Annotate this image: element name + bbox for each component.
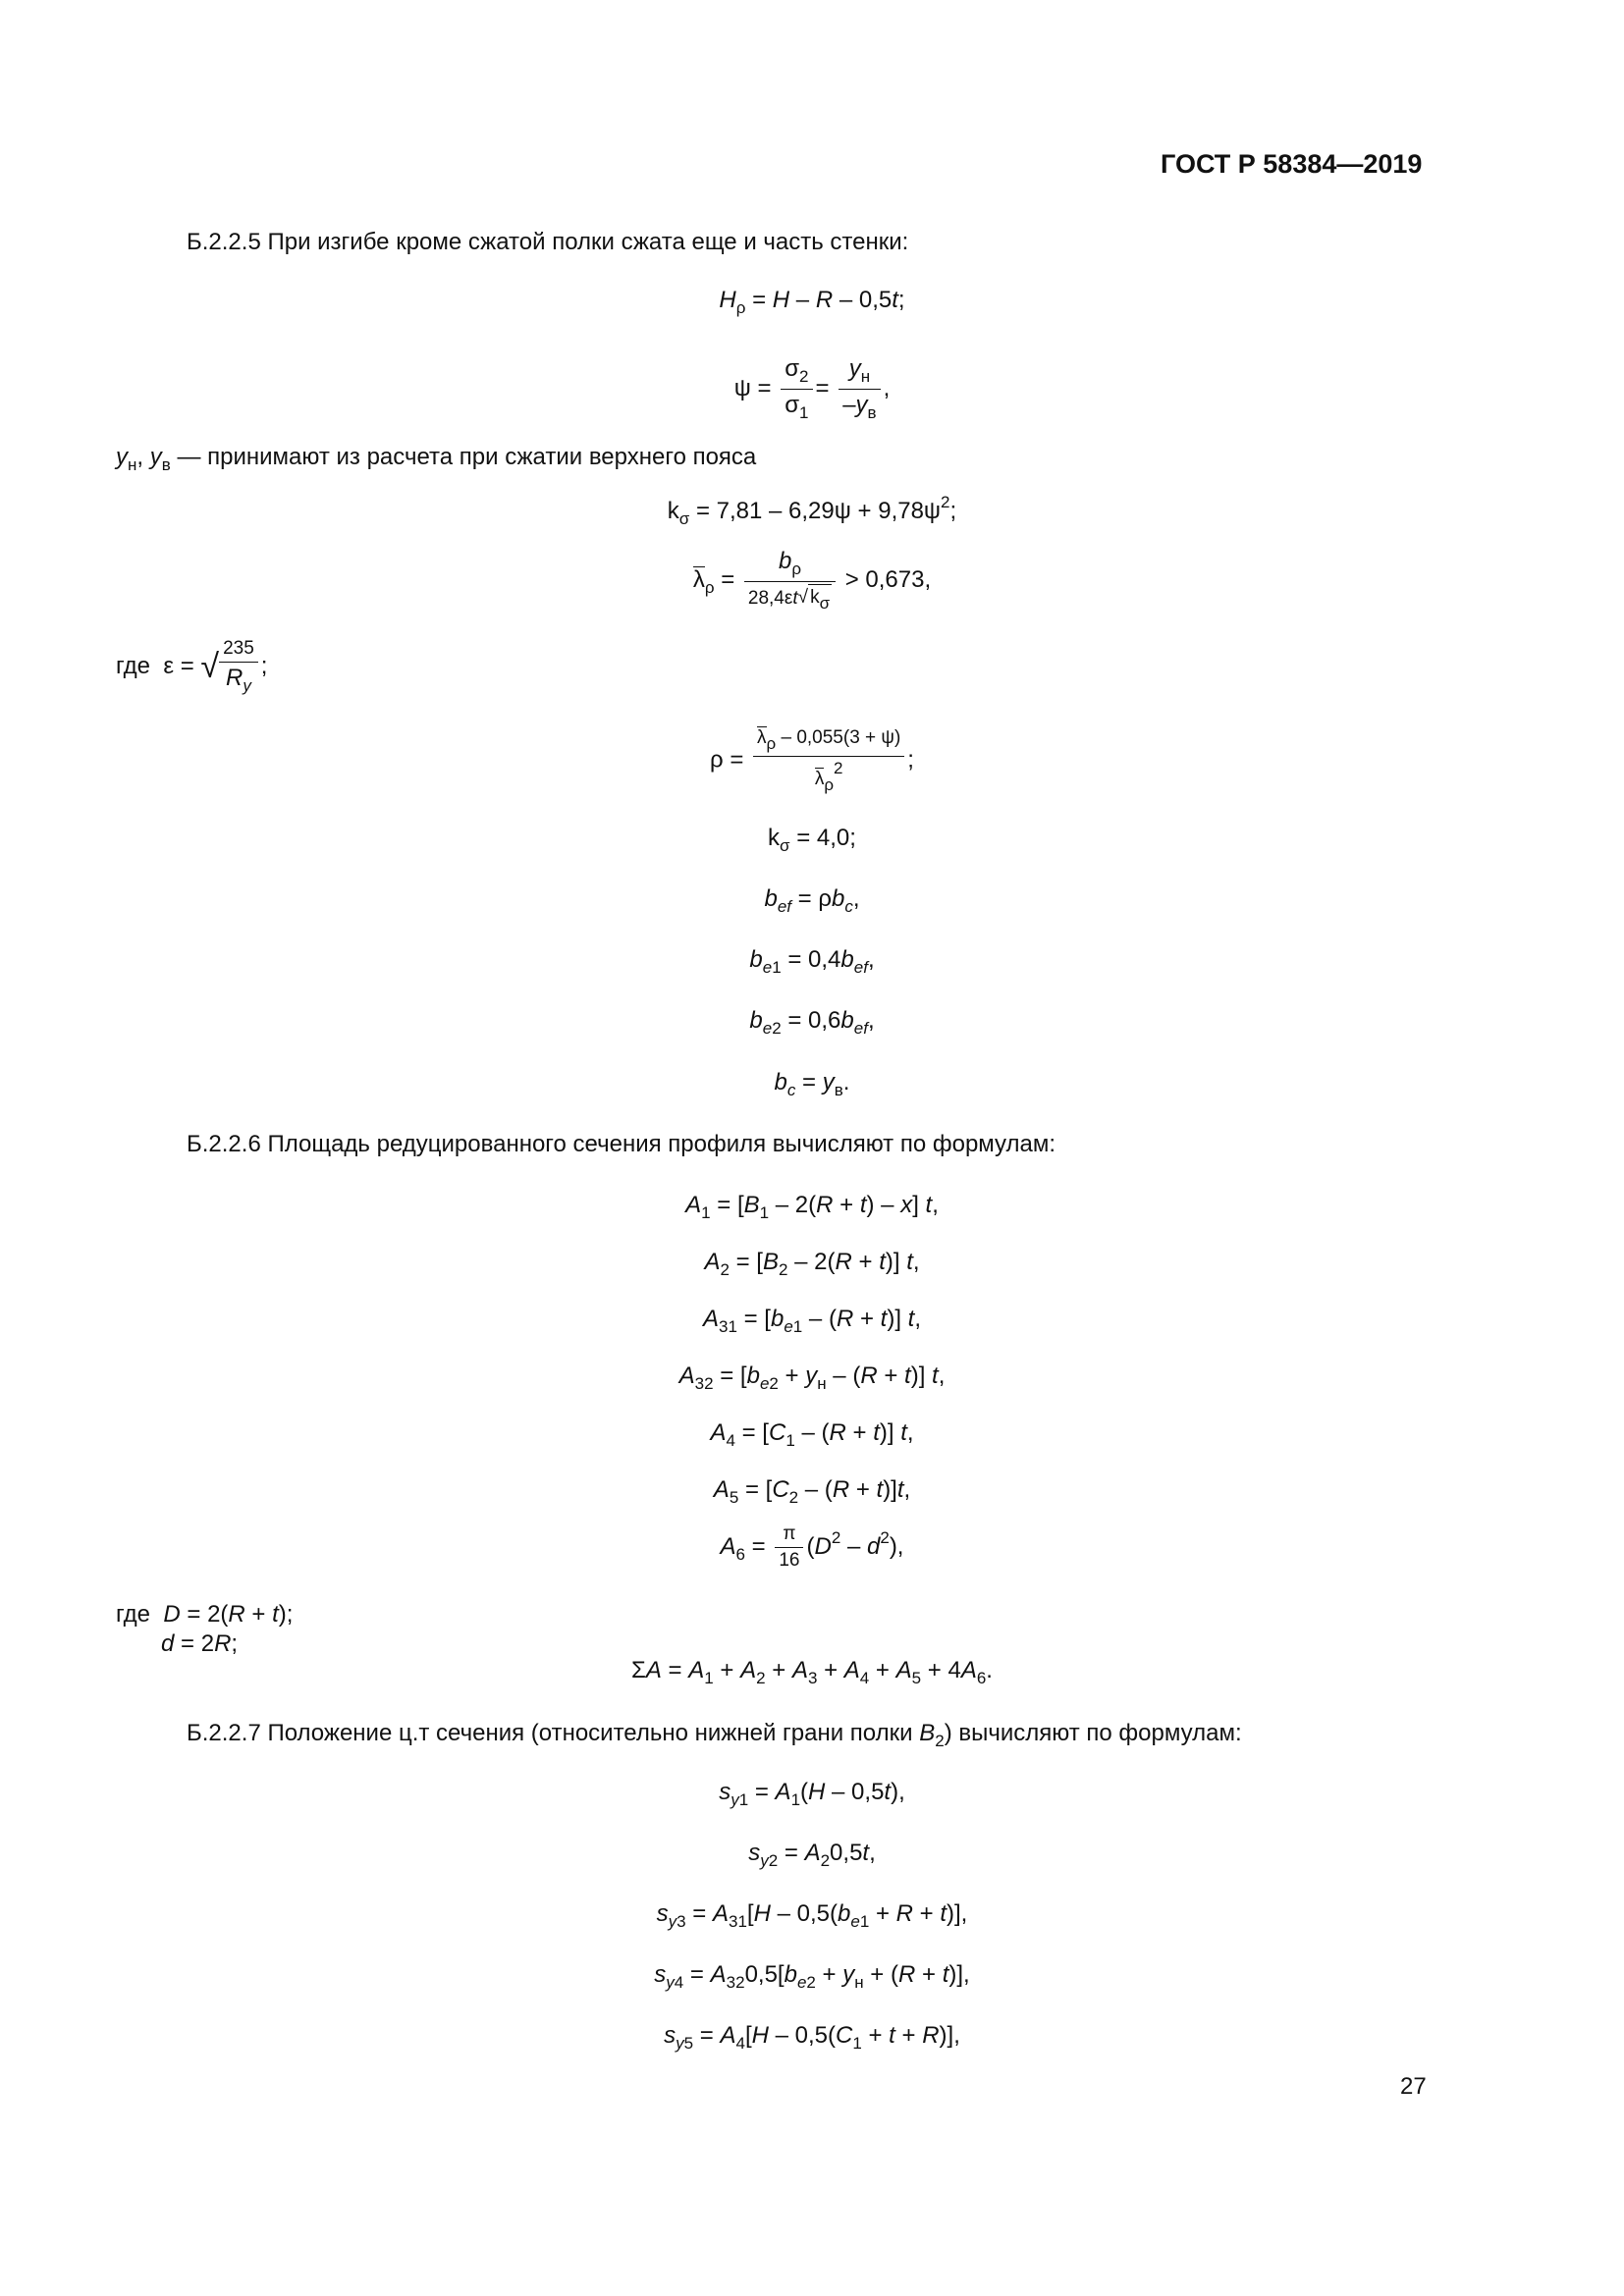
yh-yv-note: $y_н$, $y_в$ — принимают из расчета при сжатии верхнего пояса: [116, 444, 757, 474]
formula-sy1: $s_{y1} = A_1(H - 0,5t)$,: [719, 1779, 905, 1809]
formula-a4: $A_4 = [C_1 - (R + t)]$ t,: [710, 1419, 914, 1450]
formula-sy5: $s_{y5} = A_4[H - 0,5(C_1 + t + R)]$,: [664, 2022, 960, 2053]
formula-a32: $A_{32} = [b_{e2} + y_н - (R + t)]$ t,: [678, 1362, 946, 1393]
page-number: 27: [1400, 2073, 1427, 2100]
section-b227-text-b: ) вычисляют по формулам:: [944, 1720, 1242, 1746]
section-b225-text: Б.2.2.5 При изгибе кроме сжатой полки сжата еще и часть стенки:: [187, 229, 909, 255]
formula-k-sigma-2: $k_\sigma = 4,0$;: [768, 825, 856, 855]
formula-a5: $A_5 = [C_2 - (R + t)]t$,: [713, 1476, 911, 1507]
formula-lambda-rho: $\lambda_\rho$ = $\frac{b_\rho}{28,4\varepsilon t√ k\sigma}$ > 0,673,: [692, 548, 932, 613]
formula-sum-a: $\Sigma A = A_1 + A_2 + A_3 + A_4 + A_5 + 4A_6$.: [631, 1657, 993, 1687]
formula-h-rho: $H_\rho = H - R - 0,5t$;: [719, 287, 905, 317]
formula-rho: ρ = $\frac{\lambda\rho - 0,055(3 + \psi)}{\lambda\rho 2}$ ;: [710, 727, 914, 794]
section-b227-text-a: Б.2.2.7 Положение ц.т сечения (относительно нижней грани полки: [187, 1720, 920, 1746]
formula-b-e1: $b_{e1} = 0,4b_{ef}$,: [749, 946, 875, 977]
formula-a6: $A_6$ = $\frac{\pi}{16}$ $(D^2 - d^2)$,: [720, 1523, 904, 1571]
section-b226-text: Б.2.2.6 Площадь редуцированного сечения профиля вычисляют по формулам:: [187, 1131, 1056, 1157]
gde-label: где: [116, 652, 151, 679]
formula-sy2: $s_{y2} = A_20,5t$,: [748, 1840, 876, 1870]
yh-yv-note-text: — принимают из расчета при сжатии верхнего пояса: [177, 444, 757, 470]
formula-epsilon: где ε = √ $\frac{235}{R_y}$ ;: [116, 638, 268, 695]
formula-a2: $A_2 = [B_2 - 2(R + t)]$ t,: [704, 1249, 920, 1279]
formula-b-c: $b_c = y_в$.: [774, 1069, 850, 1099]
formula-sy4: $s_{y4} = A_{32}0,5[b_{e2} + y_н + (R + t)]$,: [654, 1961, 970, 1992]
formula-d-definitions: где D = 2(R + t); d = 2R;: [116, 1601, 294, 1657]
formula-b-ef: $b_{ef} = \rho b_c$,: [764, 885, 860, 916]
section-b227-text: Б.2.2.7 Положение ц.т сечения (относительно нижней грани полки $B_2$) вычисляют по формулам:: [187, 1720, 1242, 1750]
formula-sy3: $s_{y3} = A_{31}[H - 0,5(b_{e1} + R + t)]$,: [656, 1900, 968, 1931]
gde-label-2: где: [116, 1601, 151, 1628]
formula-k-sigma-1: $k_\sigma = 7,81 - 6,29\psi + 9,78\psi^2$;: [667, 493, 957, 528]
formula-b-e2: $b_{e2} = 0,6b_{ef}$,: [749, 1007, 875, 1038]
formula-psi: ψ = $\frac{\sigma_2}{\sigma_1}$ = $\frac{y_н}{-y_в}$ ,: [733, 355, 891, 422]
document-header: ГОСТ Р 58384—2019: [1161, 149, 1423, 179]
formula-a31: $A_{31} = [b_{e1} - (R + t)]$ t,: [703, 1306, 921, 1336]
formula-a1: $A_1 = [B_1 - 2(R + t) - x]$ t,: [685, 1192, 939, 1222]
